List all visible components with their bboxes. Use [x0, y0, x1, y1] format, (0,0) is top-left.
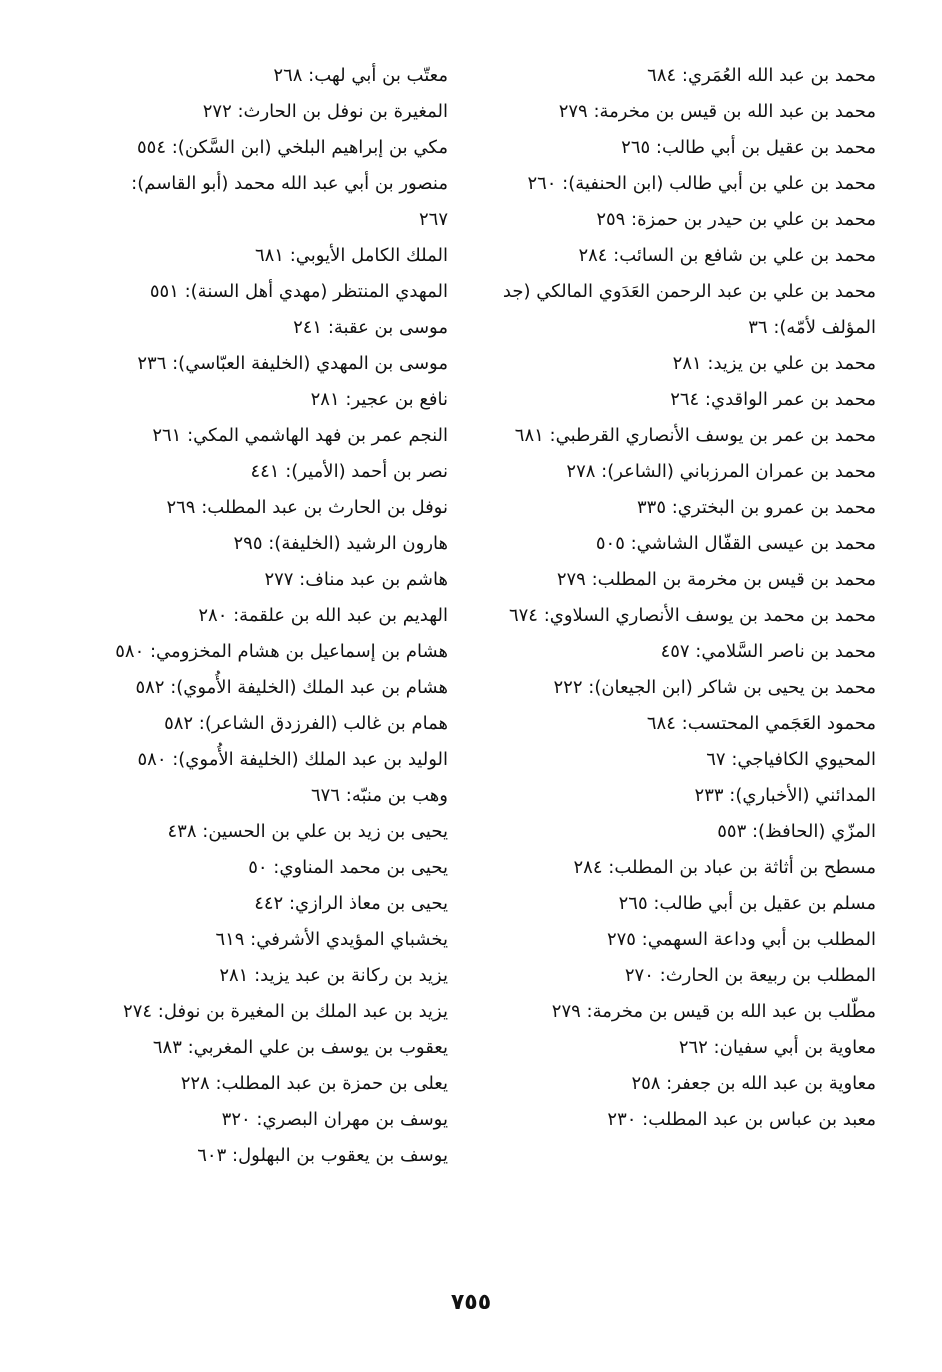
- index-entry: المطلب بن أبي وداعة السهمي: ٢٧٥: [606, 929, 876, 950]
- index-entry: يخشباي المؤيدي الأشرفي: ٦١٩: [215, 929, 448, 950]
- index-entry: نوفل بن الحارث بن عبد المطلب: ٢٦٩: [166, 497, 448, 518]
- index-entry: محمد بن ناصر السَّلامي: ٤٥٧: [660, 641, 876, 662]
- index-entry: المزّي (الحافظ): ٥٥٣: [717, 821, 876, 842]
- index-column-right: [496, 58, 876, 1138]
- index-entry: مسطح بن أثاثة بن عباد بن المطلب: ٢٨٤: [573, 857, 876, 878]
- index-entry: محمد بن علي بن شافع بن السائب: ٢٨٤: [578, 245, 876, 266]
- index-entry: يحيى بن محمد المناوي: ٥٠: [248, 857, 448, 878]
- index-entry: معاوية بن أبي سفيان: ٢٦٢: [678, 1037, 876, 1058]
- index-column-left: [98, 58, 448, 1174]
- index-entry: همام بن غالب (الفرزدق الشاعر): ٥٨٢: [164, 713, 448, 734]
- index-entry: محمد بن علي بن حيدر بن حمزة: ٢٥٩: [596, 209, 876, 230]
- index-entry: النجم عمر بن فهد الهاشمي المكي: ٢٦١: [152, 425, 448, 446]
- index-entry: محمد بن علي بن أبي طالب (ابن الحنفية): ٢٦٠: [527, 173, 876, 194]
- index-entry: محمد بن عقيل بن أبي طالب: ٢٦٥: [621, 137, 876, 158]
- index-entry: نصر بن أحمد (الأمير): ٤٤١: [250, 461, 448, 482]
- index-entry: يعلى بن حمزة بن عبد المطلب: ٢٢٨: [180, 1073, 448, 1094]
- index-entry: مسلم بن عقيل بن أبي طالب: ٢٦٥: [618, 893, 876, 914]
- index-entry: محمد بن عمران المرزباني (الشاعر): ٢٧٨: [566, 461, 876, 482]
- index-entry: يزيد بن عبد الملك بن المغيرة بن نوفل: ٢٧٤: [123, 1001, 448, 1022]
- index-entry: محمد بن علي بن يزيد: ٢٨١: [672, 353, 876, 374]
- index-entry: محمود العَجَمي المحتسب: ٦٨٤: [646, 713, 876, 734]
- index-entry: يحيى بن زيد بن علي بن الحسين: ٤٣٨: [167, 821, 448, 842]
- index-entry: محمد بن يحيى بن شاكر (ابن الجيعان): ٢٢٢: [553, 677, 876, 698]
- index-entry: مطّلب بن عبد الله بن قيس بن مخرمة: ٢٧٩: [551, 1001, 876, 1022]
- index-entry: مكي بن إبراهيم البلخي (ابن السَّكن): ٥٥٤: [137, 137, 448, 158]
- index-entry: المدائني (الأخباري): ٢٣٣: [694, 785, 876, 806]
- index-entry: معاوية بن عبد الله بن جعفر: ٢٥٨: [631, 1073, 876, 1094]
- index-entry: محمد بن عمرو بن البختري: ٣٣٥: [637, 497, 876, 518]
- index-entry: محمد بن قيس بن مخرمة بن المطلب: ٢٧٩: [556, 569, 876, 590]
- page-number: ٧٥٥: [450, 1290, 492, 1315]
- index-entry: معبد بن عباس بن عبد المطلب: ٢٣٠: [607, 1109, 876, 1130]
- index-entry: محمد بن علي بن عبد الرحمن العَدَوي المالكي (جد المؤلف لأمّه): ٣٦: [502, 281, 876, 338]
- index-entry: يحيى بن معاذ الرازي: ٤٤٢: [254, 893, 448, 914]
- index-entry: محمد بن عبد الله العُمَري: ٦٨٤: [647, 65, 876, 86]
- index-entry: المغيرة بن نوفل بن الحارث: ٢٧٢: [202, 101, 448, 122]
- index-entry: وهب بن منبّه: ٦٧٦: [311, 785, 448, 806]
- index-entry: نافع بن عجير: ٢٨١: [310, 389, 448, 410]
- index-entry: يوسف بن مهران البصري: ٣٢٠: [221, 1109, 448, 1130]
- index-entry: محمد بن عمر بن يوسف الأنصاري القرطبي: ٦٨١: [514, 425, 876, 446]
- index-entry: المهدي المنتظر (مهدي أهل السنة): ٥٥١: [149, 281, 448, 302]
- index-entry: الملك الكامل الأيوبي: ٦٨١: [254, 245, 448, 266]
- index-entry: يعقوب بن يوسف بن علي المغربي: ٦٨٣: [152, 1037, 448, 1058]
- index-entry: يوسف بن يعقوب بن البهلول: ٦٠٣: [197, 1145, 448, 1166]
- index-entry: يزيد بن ركانة بن عبد يزيد: ٢٨١: [219, 965, 448, 986]
- index-entry: الوليد بن عبد الملك (الخليفة الأُموي): ٥٨٠: [137, 749, 448, 770]
- index-entry: الهديم بن عبد الله بن علقمة: ٢٨٠: [198, 605, 448, 626]
- index-entry: المحيوي الكافياجي: ٦٧: [706, 749, 876, 770]
- index-entry: محمد بن عبد الله بن قيس بن مخرمة: ٢٧٩: [558, 101, 876, 122]
- index-entry: هشام بن إسماعيل بن هشام المخزومي: ٥٨٠: [115, 641, 448, 662]
- index-entry: المطلب بن ربيعة بن الحارث: ٢٧٠: [624, 965, 876, 986]
- index-entry: منصور بن أبي عبد الله محمد (أبو القاسم): ٢٦٧: [131, 173, 448, 230]
- index-entry: هاشم بن عبد مناف: ٢٧٧: [264, 569, 448, 590]
- index-entry: محمد بن محمد بن يوسف الأنصاري السلاوي: ٦٧٤: [508, 605, 876, 626]
- index-entry: محمد بن عيسى القفّال الشاشي: ٥٠٥: [595, 533, 876, 554]
- index-entry: موسى بن عقبة: ٢٤١: [293, 317, 448, 338]
- index-entry: هشام بن عبد الملك (الخليفة الأُموي): ٥٨٢: [135, 677, 448, 698]
- index-entry: معتّب بن أبي لهب: ٢٦٨: [273, 65, 448, 86]
- index-entry: موسى بن المهدي (الخليفة العبّاسي): ٢٣٦: [137, 353, 448, 374]
- index-entry: هارون الرشيد (الخليفة): ٢٩٥: [233, 533, 448, 554]
- index-entry: محمد بن عمر الواقدي: ٢٦٤: [670, 389, 876, 410]
